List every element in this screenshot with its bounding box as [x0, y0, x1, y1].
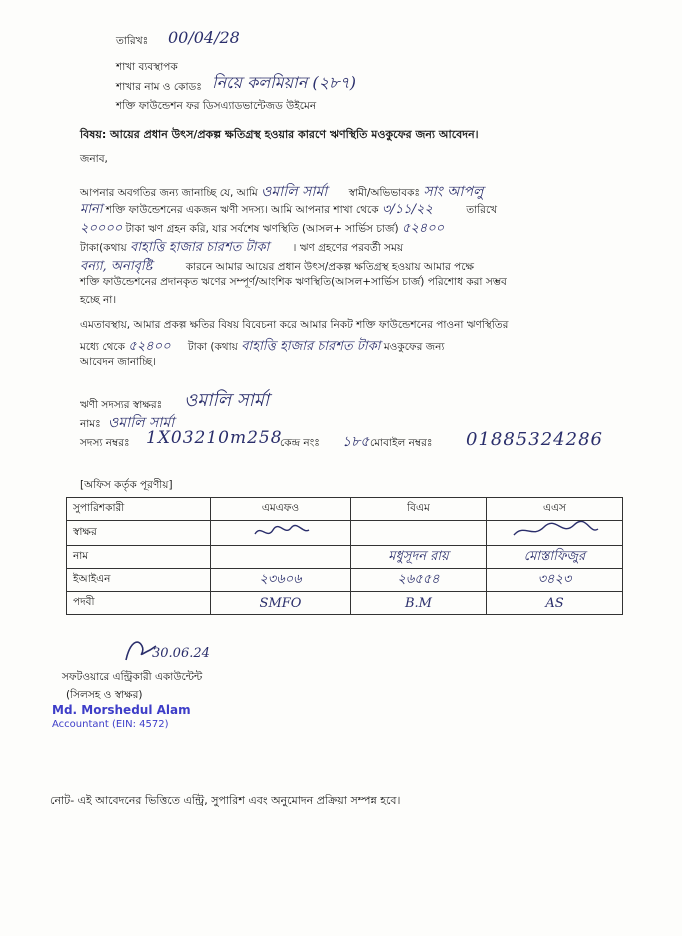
table-header-cell: সুপারিশকারী [67, 498, 211, 521]
branch-value: নিয়ে কলমিয়ান (২৮৭) [212, 73, 357, 92]
body2-line3: আবেদন জানাচ্ছি। [80, 356, 156, 368]
reason-hw: বন্যা, অনাবৃষ্টি [80, 259, 153, 274]
body1-text-b: স্বামী/অভিভাবকঃ [348, 187, 421, 199]
body1-line3 [80, 219, 444, 240]
center-value: ১৮৫ [342, 434, 370, 450]
accountant-sign-date: 30.06.24 [152, 646, 210, 661]
recommendation-table [66, 497, 623, 615]
bm-name: মধুসূদন রায় [351, 546, 487, 569]
member-number-value: 1X03210m258 [146, 428, 283, 448]
loan-date-hw: ৩/১১/২২ [381, 202, 433, 217]
center-label: কেন্দ্র নংঃ [280, 437, 320, 449]
accountant-stamp-name: Md. Morshedul Alam [52, 703, 191, 717]
accountant-stamp-title: Accountant (EIN: 4572) [52, 719, 169, 730]
table-row [67, 569, 623, 592]
row-label: স্বাক্ষর [67, 521, 211, 546]
date-value: 00/04/28 [168, 28, 240, 47]
table-header-cell: বিএম [351, 498, 487, 521]
body2-text-c: মওকুফের জন্য [383, 341, 445, 353]
member-signature: ওমালি সার্মা [184, 390, 270, 411]
accountant-title: সফটওয়ারে এন্ট্রিকারী একাউন্টেন্ট [62, 671, 203, 683]
balance-hw: ৫২৪০০ [401, 221, 445, 236]
organization-name: শক্তি ফাউন্ডেশন ফর ডিসএ্যাডভান্টেজড উইমেন [116, 100, 317, 112]
subject-line: বিষয়: আয়ের প্রধান উৎস/প্রকল্প ক্ষতিগ্রস্থ হওয়ার কারণে ঋণস্থিতি মওকুফের জন্য আবেদন। [80, 128, 479, 141]
member-name-value: ওমালি সার্মা [108, 415, 175, 431]
as-designation: AS [487, 592, 623, 615]
as-ein: ৩৪২৩ [487, 569, 623, 592]
body1-line6: শক্তি ফাউন্ডেশনের প্রদানকৃত ঋণের সম্পূর্ণ/আংশিক ঋণস্থিতি(আসল+সার্ভিস চার্জ) পরিশোধ করা সম্ভব [80, 276, 507, 288]
village-hw: মানা [80, 202, 103, 217]
body2-text-b: টাকা (কথায় [187, 341, 238, 353]
row-label: নাম [67, 546, 211, 569]
body1-text-g: । ঋণ গ্রহণের পরবর্তী সময় [292, 242, 404, 254]
table-row [67, 546, 623, 569]
body1-line4 [80, 238, 403, 259]
mfo-name [211, 546, 351, 569]
row-label: পদবী [67, 592, 211, 615]
body1-text-c: শক্তি ফাউন্ডেশনের একজন ঋণী সদস্য। আমি আপনার শাখা থেকে [105, 204, 379, 216]
row-label: ইআইএন [67, 569, 211, 592]
body2-line1: এমতাবস্থায়, আমার প্রকল্প ক্ষতির বিষয় বিবেচনা করে আমার নিকট শক্তি ফাউন্ডেশনের পাওনা ঋণস্থিতির [80, 319, 509, 331]
member-number-label: সদস্য নম্বরঃ [80, 437, 130, 449]
guardian-hw: সাং আপলু [423, 184, 484, 200]
table-header-cell: এমএফও [211, 498, 351, 521]
member-name-label: নামঃ [80, 418, 101, 430]
mfo-signature [211, 521, 351, 546]
mobile-label: মোবাইল নম্বরঃ [370, 437, 433, 449]
mfo-ein: ২৩৬০৬ [211, 569, 351, 592]
mfo-designation: SMFO [211, 592, 351, 615]
branch-label: শাখার নাম ও কোডঃ [116, 81, 202, 93]
table-header-row [67, 498, 623, 521]
accountant-subtitle: (সিলসহ ও স্বাক্ষর) [66, 689, 143, 701]
date-label: তারিখঃ [116, 35, 149, 47]
waiver-words-hw: বাহাত্তি হাজার চারশত টাকা [241, 339, 381, 354]
as-signature [487, 521, 623, 546]
signature-scribble-icon [251, 522, 311, 540]
member-name-hw: ওমালি সার্মা [261, 184, 328, 200]
waiver-amount-hw: ৫২৪০০ [128, 339, 171, 354]
body1-text-a: আপনার অবগতির জন্য জানাচ্ছি যে, আমি [80, 187, 258, 199]
footer-note: নোট- এই আবেদনের ভিত্তিতে এন্ট্রি, সুপারিশ এবং অনুমোদন প্রক্রিয়া সম্পন্ন হবে। [50, 794, 401, 807]
body1-text-d: তারিখে [466, 204, 498, 216]
table-row [67, 521, 623, 546]
body1-line7: হচ্ছে না। [80, 294, 117, 306]
body1-text-f: টাকা(কথায় [80, 242, 127, 254]
signature-scribble-icon [510, 521, 600, 541]
body1-text-e: টাকা ঋণ গ্রহন করি, যার সর্বশেষ ঋণস্থিতি (আসল+ সার্ভিস চার্জ) [125, 223, 399, 235]
mobile-value: 01885324286 [466, 429, 603, 450]
body2-text-a: মধ্যে থেকে [80, 341, 125, 353]
salutation: জনাব, [80, 153, 108, 165]
loan-amount-hw: ২০০০০ [80, 221, 123, 236]
as-name: মোস্তাফিজুর [487, 546, 623, 569]
body1-text-h: কারনে আমার আয়ের প্রধান উৎস/প্রকল্প ক্ষতিগ্রস্থ হওয়ায় আমার পক্ষে [185, 261, 474, 273]
bm-ein: ২৬৫৫৪ [351, 569, 487, 592]
body1-line2 [80, 200, 497, 221]
recipient-title: শাখা ব্যবস্থাপক [116, 61, 178, 73]
office-heading: [অফিস কর্তৃক পূরণীয়] [80, 479, 173, 491]
bm-signature [351, 521, 487, 546]
table-row [67, 592, 623, 615]
table-header-cell: এএস [487, 498, 623, 521]
bm-designation: B.M [351, 592, 487, 615]
member-signature-label: ঋণী সদস্যর স্বাক্ষরঃ [80, 399, 163, 411]
balance-words-hw: বাহাত্তি হাজার চারশত টাকা [129, 240, 270, 255]
